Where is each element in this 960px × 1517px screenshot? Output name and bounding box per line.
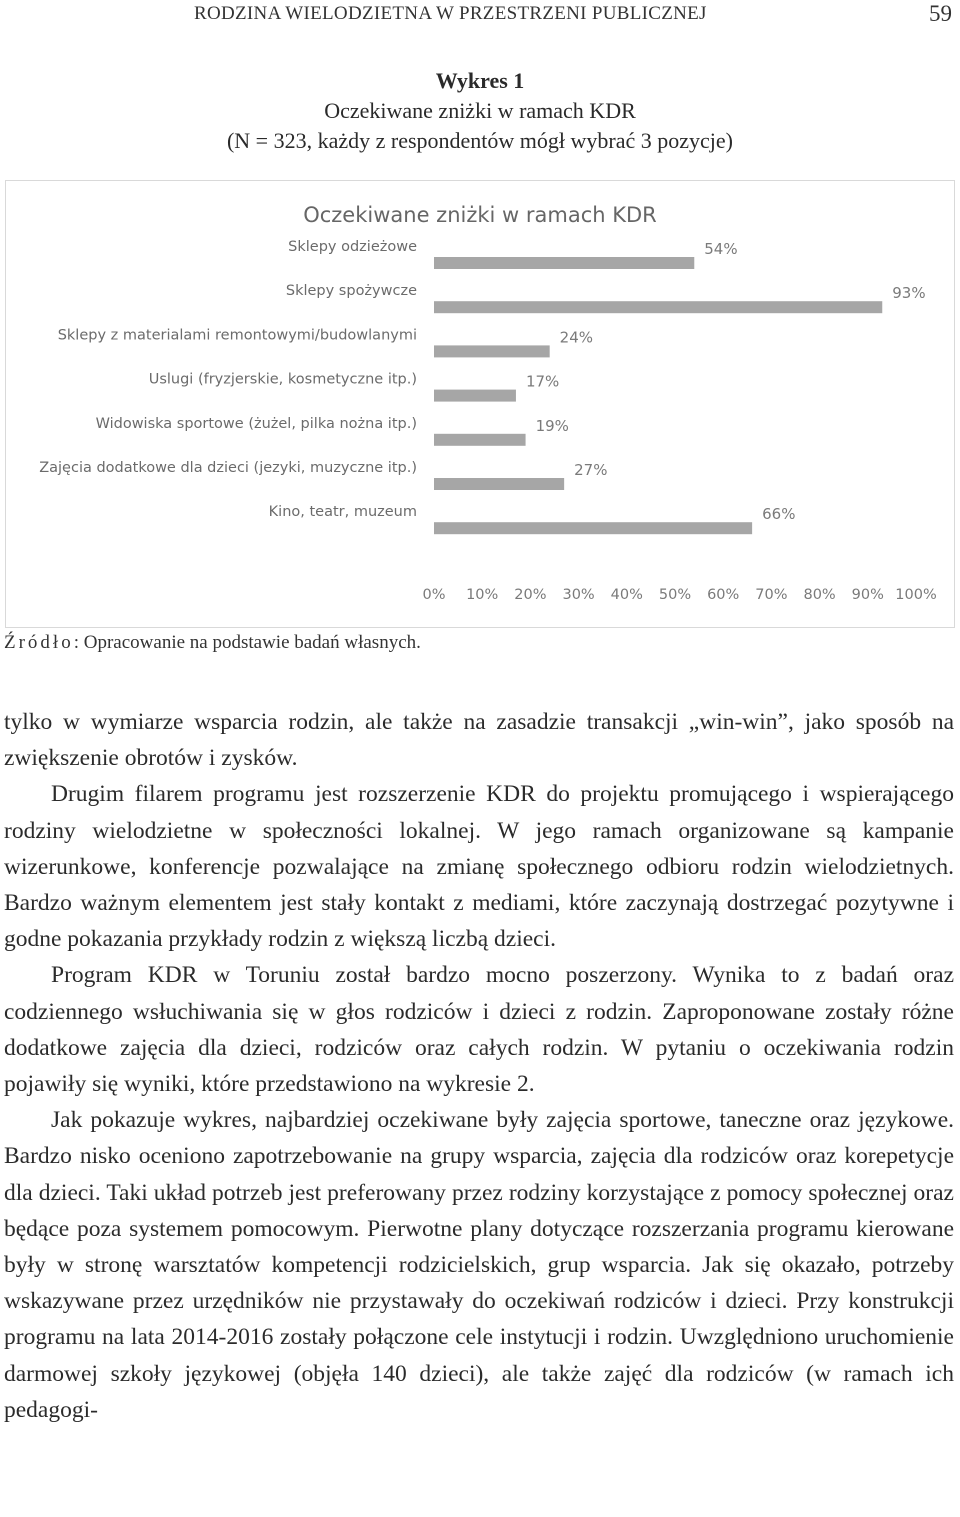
source-label: Źródło [4,632,74,653]
figure-caption-line2: (N = 323, każdy z respondentów mógł wybrać 3 pozycje) [226,128,734,153]
paragraph-1: tylko w wymiarze wsparcia rodzin, ale także na zasadzie transakcji „win-win”, jako sposób na zwiększenie obrotów i zysków. [4,709,954,772]
data-label: 54% [704,240,738,258]
bar [434,478,564,490]
x-tick-label: 0% [422,587,446,603]
bar [434,345,550,357]
x-tick-label: 30% [562,587,595,603]
data-label: 17% [525,372,560,391]
bar [434,301,882,313]
category-label: Widowiska sportowe (żużel, pilka nożna itp.) [95,415,417,432]
category-label: Zajęcia dodatkowe dla dzieci (jezyki, muzyczne itp.) [39,460,417,476]
data-label: 19% [535,416,569,435]
data-label: 66% [762,505,796,524]
x-tick-label: 60% [707,587,740,603]
bar-chart-svg [6,181,954,627]
bar [434,390,516,402]
category-label: Sklepy odzieżowe [288,239,417,255]
source-note [4,632,421,654]
x-tick-label: 100% [895,587,937,603]
figure-label: Wykres 1 [435,68,525,93]
bar-chart [5,180,955,628]
figure-caption [0,66,960,156]
x-tick-label: 10% [466,587,499,603]
category-label: Uslugi (fryzjerskie, kosmetyczne itp.) [148,371,417,388]
data-label: 93% [892,284,926,303]
data-label: 27% [574,461,608,479]
source-text: : Opracowanie na podstawie badań własnych. [73,632,421,653]
page-number: 59 [929,1,952,26]
data-label: 24% [559,328,594,347]
x-tick-label: 70% [755,587,788,603]
category-label: Sklepy spożywcze [285,283,417,300]
x-tick-label: 90% [851,587,884,603]
figure-caption-line1: Oczekiwane zniżki w ramach KDR [324,98,636,123]
bar [434,522,752,534]
x-tick-label: 80% [803,587,836,603]
paragraph-4: Jak pokazuje wykres, najbardziej oczekiwane były zajęcia sportowe, taneczne oraz językowe. Bardzo nisko oceniono zapotrzebowanie na grupy wsparcia, zajęcia dla rodziców oraz korepetycje dla dzieci. Taki układ potrzeb jest preferowany przez rodziny korzystające z pomocy społecznej oraz będące poza systemem pomocowym. Pierwotne plany dotyczące rozszerzania programu kierowane były w stronę warsztatów kompetencji rodzicielskich, grup wsparcia. Jak się okazało, potrzeby wskazywane przez urzędników nie przystawały do oczekiwań rodziców i dzieci. Przy konstrukcji programu na lata 2014-2016 zostały połączone cele instytucji i rodzin. Uwzględniono uruchomienie darmowej szkoły językowej (objęła 140 dzieci), ale także zajęć dla rodziców (w ramach ich pedagogi- [4,1107,954,1423]
chart-title: Oczekiwane zniżki w ramach KDR [303,203,657,227]
bar [434,257,694,269]
category-label: Kino, teatr, muzeum [268,504,417,521]
x-tick-label: 20% [514,587,547,603]
paragraph-2: Drugim filarem programu jest rozszerzenie KDR do projektu promującego i wspierającego rodziny wielodzietne w społeczności lokalnej. W jego ramach organizowane są kampanie wizerunkowe, konferencje pozwalające na zmianę społecznego odbioru rodzin wielodzietnych. Bardzo ważnym elementem jest stały kontakt z mediami, które zaczynają dostrzegać pozytywne i godne pokazania przykłady rodzin z większą liczbą dzieci. [4,781,954,953]
paragraph-3: Program KDR w Toruniu został bardzo mocno poszerzony. Wynika to z badań oraz codziennego wsłuchiwania się w głos rodziców i dzieci z rodzin. Zaproponowane zostały różne dodatkowe zajęcia dla dzieci, rodziców oraz całych rodzin. W pytaniu o oczekiwania rodzin pojawiły się wyniki, które przedstawiono na wykresie 2. [4,962,954,1098]
category-label: Sklepy z materialami remontowymi/budowlanymi [57,327,417,344]
body-text [4,704,954,1428]
x-tick-label: 40% [610,587,643,603]
running-header [0,0,960,30]
x-tick-label: 50% [658,587,692,603]
running-title: RODZINA WIELODZIETNA W PRZESTRZENI PUBLICZNEJ [194,3,707,24]
bar [434,434,526,446]
